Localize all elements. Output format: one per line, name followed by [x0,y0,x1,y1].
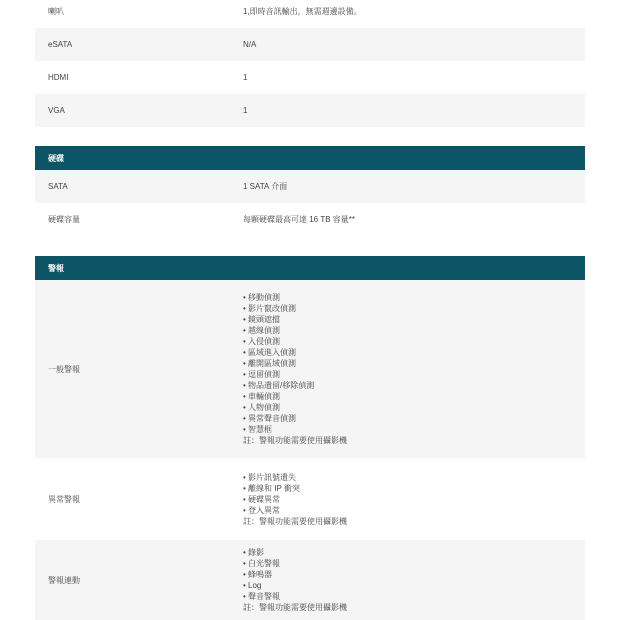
list-item: • 蜂鳴器 [243,570,273,579]
list-item: • 硬碟異常 [243,494,281,504]
list-item: • 車輛偵測 [243,392,281,401]
spec-label: 異常警報 [48,494,80,504]
list-item: • 影片訊號遺失 [243,472,297,482]
spec-value-list [243,547,585,613]
list-note: 註：警報功能需要使用攝影機 [243,436,347,445]
list-item: • 入侵偵測 [243,337,281,346]
list-item: • 影片竄改偵測 [243,304,297,313]
spec-table [35,0,585,620]
section-header-storage: 硬碟 [35,146,585,170]
list-item: • 物品遺留/移除偵測 [243,381,315,390]
list-item: • 人物偵測 [243,403,281,412]
spec-row-vga [35,94,585,127]
spec-row-alarm-linkage [35,540,585,620]
spec-row-esata [35,28,585,61]
spec-value: 1,即時音訊輸出，無需週邊設備。 [243,7,362,16]
list-item: • 移動偵測 [243,293,281,302]
spec-label: HDMI [48,73,69,82]
list-item: • 越線偵測 [243,326,281,335]
section-spacer [35,127,585,146]
list-note: 註：警報功能需要使用攝影機 [243,603,347,612]
spec-label: 警報連動 [48,575,80,585]
spec-label: VGA [48,106,65,115]
spec-value: 1 [243,106,248,115]
spec-value: 每顆硬碟最高可達 16 TB 容量** [243,215,356,224]
spec-row-hdmi [35,61,585,94]
spec-row-general-alarm [35,280,585,458]
list-note: 註：警報功能需要使用攝影機 [243,516,347,526]
list-item: • 聲音警報 [243,592,281,601]
spec-value: 1 SATA 介面 [243,182,288,191]
spec-row-sata [35,170,585,203]
spec-value-list [243,472,585,527]
spec-row-abnormal-alarm [35,458,585,540]
spec-value-list [243,292,585,446]
spec-row-speaker [35,0,585,28]
spec-value: 1 [243,73,248,82]
list-item: • 登入異常 [243,505,281,515]
spec-label: 硬碟容量 [48,215,80,224]
list-item: • 異常聲音偵測 [243,414,297,423]
section-header-alarm: 警報 [35,256,585,280]
section-spacer [35,236,585,256]
spec-label: eSATA [48,40,73,49]
list-item: • Log [243,581,262,590]
spec-label: 喇叭 [48,7,64,16]
list-item: • 智慧框 [243,425,273,434]
list-item: • 離開區域偵測 [243,359,297,368]
list-item: • 白光警報 [243,559,281,568]
list-item: • 逗留偵測 [243,370,281,379]
list-item: • 鏡頭遮擋 [243,315,281,324]
spec-value: N/A [243,40,257,49]
spec-row-hdd-capacity [35,203,585,236]
list-item: • 錄影 [243,548,265,557]
spec-label: SATA [48,182,68,191]
list-item: • 離線和 IP 衝突 [243,483,300,493]
spec-label: 一般警報 [48,364,80,374]
list-item: • 區域進入偵測 [243,348,297,357]
